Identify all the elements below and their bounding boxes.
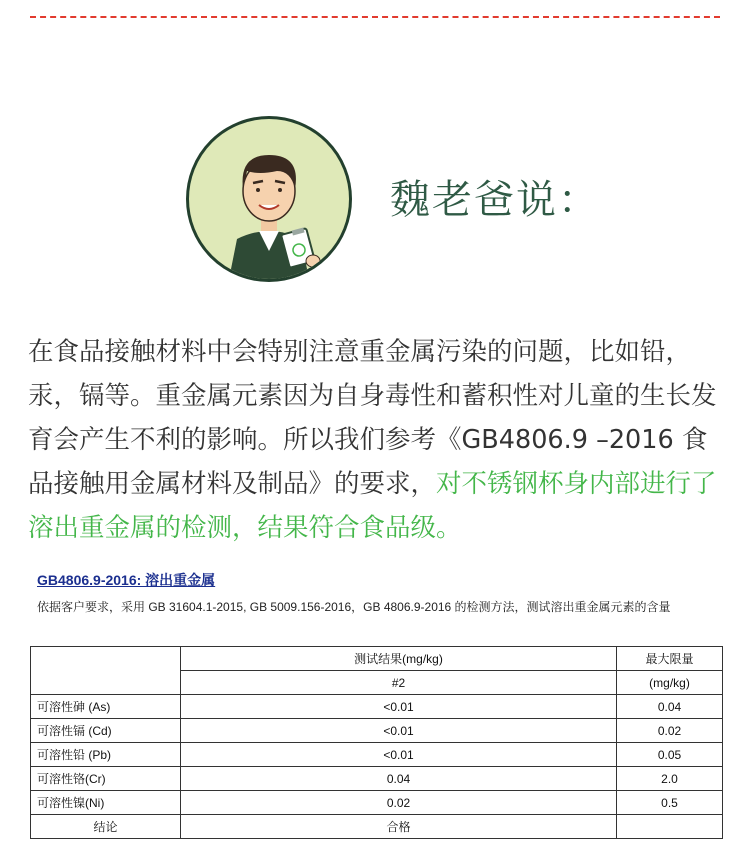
speaker-heading: 魏老爸说： — [390, 177, 600, 223]
conclusion-row — [31, 815, 723, 839]
report-title: GB4806.9-2016: 溶出重金属 — [37, 572, 216, 588]
dashed-divider — [30, 16, 720, 18]
conclusion-value: 合格 — [181, 815, 617, 839]
row-result: 0.02 — [181, 791, 617, 815]
table-row — [31, 767, 723, 791]
intro-highlight: 对不锈钢杯身内部进行了溶出重金属的检测，结果符合食品级。 — [28, 469, 717, 543]
table-header-row — [31, 647, 723, 671]
header-empty-cell — [31, 647, 181, 695]
table-row — [31, 695, 723, 719]
row-item: 可溶性铬(Cr) — [31, 767, 181, 791]
report-description: 依据客户要求，采用 GB 31604.1-2015, GB 5009.156-2016，GB 4806.9-2016 的检测方法，测试溶出重金属元素的含量 — [37, 600, 671, 614]
row-result: <0.01 — [181, 719, 617, 743]
row-limit: 0.02 — [617, 719, 723, 743]
header-result: 测试结果(mg/kg) — [181, 647, 617, 671]
row-result: <0.01 — [181, 743, 617, 767]
table-row — [31, 719, 723, 743]
table-row — [31, 791, 723, 815]
results-table — [30, 646, 723, 839]
row-limit: 0.5 — [617, 791, 723, 815]
limit-unit: (mg/kg) — [617, 671, 723, 695]
cartoon-man-icon — [189, 119, 349, 279]
table-row — [31, 743, 723, 767]
conclusion-empty-cell — [617, 815, 723, 839]
row-result: 0.04 — [181, 767, 617, 791]
row-item: 可溶性镉 (Cd) — [31, 719, 181, 743]
row-item: 可溶性镍(Ni) — [31, 791, 181, 815]
header-limit: 最大限量 — [617, 647, 723, 671]
row-limit: 2.0 — [617, 767, 723, 791]
sample-id: #2 — [181, 671, 617, 695]
intro-text: 在食品接触材料中会特别注意重金属污染的问题，比如铅，汞，镉等。重金属元素因为自身毒性和蓄积性对儿童的生长发育会产生不利的影响。所以我们参考《GB4806.9 –2016 食品接触用金属材料及制品》的要求， — [28, 337, 717, 499]
row-item: 可溶性砷 (As) — [31, 695, 181, 719]
row-limit: 0.04 — [617, 695, 723, 719]
row-item: 可溶性铅 (Pb) — [31, 743, 181, 767]
row-limit: 0.05 — [617, 743, 723, 767]
intro-paragraph — [28, 330, 728, 550]
row-result: <0.01 — [181, 695, 617, 719]
test-report — [30, 570, 722, 615]
avatar — [186, 116, 352, 282]
conclusion-label: 结论 — [31, 815, 181, 839]
